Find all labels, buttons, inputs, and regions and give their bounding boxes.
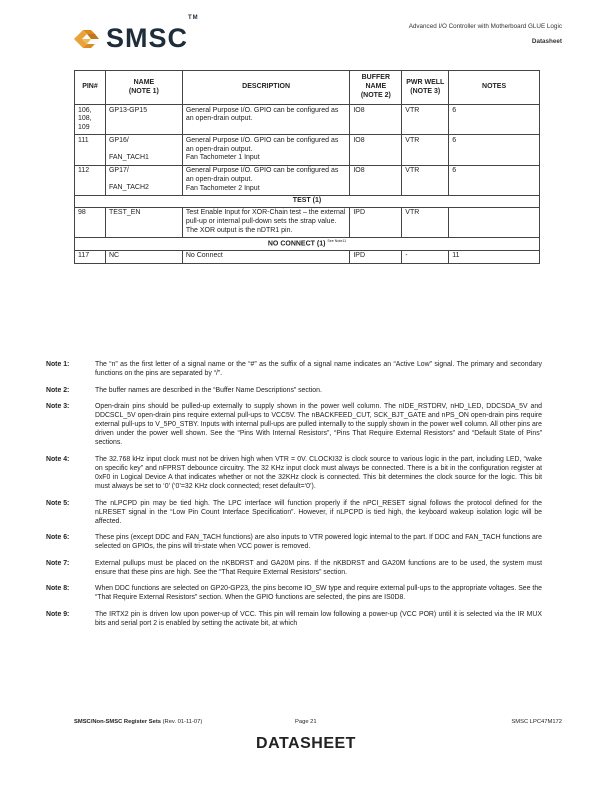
section-title-test: TEST (1): [75, 195, 540, 207]
note-label: Note 8:: [46, 585, 70, 593]
note-label: Note 6:: [46, 534, 70, 542]
table-row: [75, 135, 540, 165]
note-item: [46, 559, 542, 577]
section-row-no-connect: [75, 237, 540, 250]
cell-name: GP17/ FAN_TACH2: [105, 165, 182, 195]
cell-buffer: IPD: [350, 250, 402, 263]
cell-name: GP13-GP15: [105, 105, 182, 135]
col-header-name: NAME (NOTE 1): [105, 71, 182, 105]
cell-desc: General Purpose I/O. GPIO can be configured as an open-drain output.: [182, 105, 350, 135]
note-text: The “n” as the first letter of a signal name or the “#” as the suffix of a signal name indicates an “Active Low” signal. The primary and secondary functions on the pins are separated by “/”.: [95, 361, 542, 378]
footer-page-number: Page 21: [295, 719, 317, 725]
cell-pwr: VTR: [402, 135, 449, 165]
note-label: Note 2:: [46, 386, 70, 394]
pin-description-table: [74, 70, 540, 264]
note-item: [46, 610, 542, 628]
footer-datasheet-banner: DATASHEET: [256, 735, 356, 752]
cell-desc: Test Enable Input for XOR-Chain test – the external pull-up or internal pull-down sets the strap value. The XOR output is the nDTR1 pin.: [182, 207, 350, 237]
note-text: These pins (except DDC and FAN_TACH functions) are also inputs to VTR powered logic internal to the part. If DDC and FAN_TACH functions are selected on GPIOs, the pins will tri-state when VCC power is removed.: [95, 534, 542, 551]
col-header-buffer: BUFFER NAME (NOTE 2): [350, 71, 402, 105]
cell-pwr: VTR: [402, 207, 449, 237]
header-datasheet-label: Datasheet: [531, 38, 562, 45]
cell-desc: General Purpose I/O. GPIO can be configured as an open-drain output. Fan Tachometer 2 Input: [182, 165, 350, 195]
note-item: [46, 455, 542, 491]
smsc-logo-mark-icon: [74, 27, 100, 51]
note-text: Open-drain pins should be pulled-up externally to supply shown in the power well column. The nIDE_RSTDRV, nHD_LED, DDCSDA_5V and DDCSCL_5V open-drain pins require external pull-ups to VCC5V. The nBACKFEED_CUT, SCK_BJT_GATE and nPS_ON open-drain pins require external pull-ups to V_5P0_STBY. Inputs with internal pull-ups are pulled internally to the supply shown in the power well column. All other pins are driven under the power well shown. See the “Pins With Internal Resistors”, “Pins That Require External Resistors” and “Default State of Pins” sections.: [95, 402, 542, 447]
cell-pwr: VTR: [402, 105, 449, 135]
col-header-notes: NOTES: [449, 71, 540, 105]
cell-pin: 111: [75, 135, 106, 165]
cell-pwr: -: [402, 250, 449, 263]
cell-pin: 112: [75, 165, 106, 195]
note-label: Note 5:: [46, 499, 70, 507]
cell-notes: [449, 207, 540, 237]
cell-desc: No Connect: [182, 250, 350, 263]
note-item: [46, 533, 542, 551]
cell-notes: 6: [449, 135, 540, 165]
cell-buffer: IO8: [350, 165, 402, 195]
cell-pwr: VTR: [402, 165, 449, 195]
table-row: [75, 250, 540, 263]
cell-pin: 98: [75, 207, 106, 237]
note-label: Note 9:: [46, 610, 70, 618]
note-text: The 32.768 kHz input clock must not be driven high when VTR = 0V. CLOCKI32 is clock source to various logic in the part, including LED, “wake on specific key” and nFPRST debounce circuitry. The 32 KHz input clock must always be connected. There is a bit in the configuration register at 0xF0 in Logical Device A that indicates whether or not the 32KHz clock is connected. This bit determines the clock source for the logic. This bit must always be set to ‘0’ (‘0’=32 KHz clock connected; reset default=‘0’).: [95, 455, 542, 491]
note-item: [46, 402, 542, 448]
cell-buffer: IO8: [350, 135, 402, 165]
col-header-pin: PIN#: [75, 71, 106, 105]
table-header-row: [75, 71, 540, 105]
logo-text: SMSC™: [106, 15, 199, 53]
cell-name: GP16/ FAN_TACH1: [105, 135, 182, 165]
cell-notes: 6: [449, 105, 540, 135]
footer-part-number: SMSC LPC47M172: [511, 719, 562, 725]
smsc-logo: [74, 15, 199, 54]
note-text: When DDC functions are selected on GP20-GP23, the pins become IO_SW type and require external pull-ups to the appropriate voltages. See the “That Require External Resistors” section. When the GPIO functions are selected, the pins are IS0D8.: [95, 585, 542, 602]
table-row: [75, 207, 540, 237]
cell-notes: 6: [449, 165, 540, 195]
note-label: Note 1:: [46, 361, 70, 368]
notes-section: [46, 360, 542, 635]
cell-buffer: IO8: [350, 105, 402, 135]
cell-name: TEST_EN: [105, 207, 182, 237]
note-label: Note 7:: [46, 559, 70, 567]
note-label: Note 4:: [46, 455, 70, 463]
note-text: The buffer names are described in the “Buffer Name Descriptions” section.: [95, 386, 322, 394]
note-item: [46, 386, 542, 395]
cell-buffer: IPD: [350, 207, 402, 237]
cell-notes: 11: [449, 250, 540, 263]
col-header-pwr-well: PWR WELL (NOTE 3): [402, 71, 449, 105]
note-label: Note 3:: [46, 402, 70, 410]
cell-pin: 117: [75, 250, 106, 263]
note-item: [46, 499, 542, 526]
table-row: [75, 105, 540, 135]
footer-register-sets: SMSC/Non-SMSC Register Sets (Rev. 01-11-07): [74, 719, 203, 725]
note-text: External pullups must be placed on the nKBDRST and GA20M pins. If the nKBDRST and GA20M functions are to be used, the system must ensure that these pins are high. See the “That Require External Resistors” section.: [95, 559, 542, 576]
col-header-description: DESCRIPTION: [182, 71, 350, 105]
cell-name: NC: [105, 250, 182, 263]
cell-pin: 106, 108, 109: [75, 105, 106, 135]
note-item: [46, 584, 542, 602]
cell-desc: General Purpose I/O. GPIO can be configured as an open-drain output. Fan Tachometer 1 Input: [182, 135, 350, 165]
header-document-title: Advanced I/O Controller with Motherboard GLUE Logic: [408, 23, 562, 30]
note-text: The nLPCPD pin may be tied high. The LPC interface will function properly if the nPCI_RESET signal follows the protocol defined for the nLRESET signal in the “Low Pin Count Interface Specification”. However, if nLPCPD is tied high, the keyboard wakeup isolation logic will be affected.: [95, 499, 542, 525]
table-row: [75, 165, 540, 195]
note-item: [46, 360, 542, 378]
note-text: The IRTX2 pin is driven low upon power-up of VCC. This pin will remain low following a power-up (VCC POR) until it is selected via the IR MUX bits and serial port 2 is enabled by setting the activate bit, at which: [95, 610, 542, 627]
section-row-test: [75, 195, 540, 207]
section-title-no-connect: NO CONNECT (1) $^{See Note11}$: [75, 237, 540, 250]
